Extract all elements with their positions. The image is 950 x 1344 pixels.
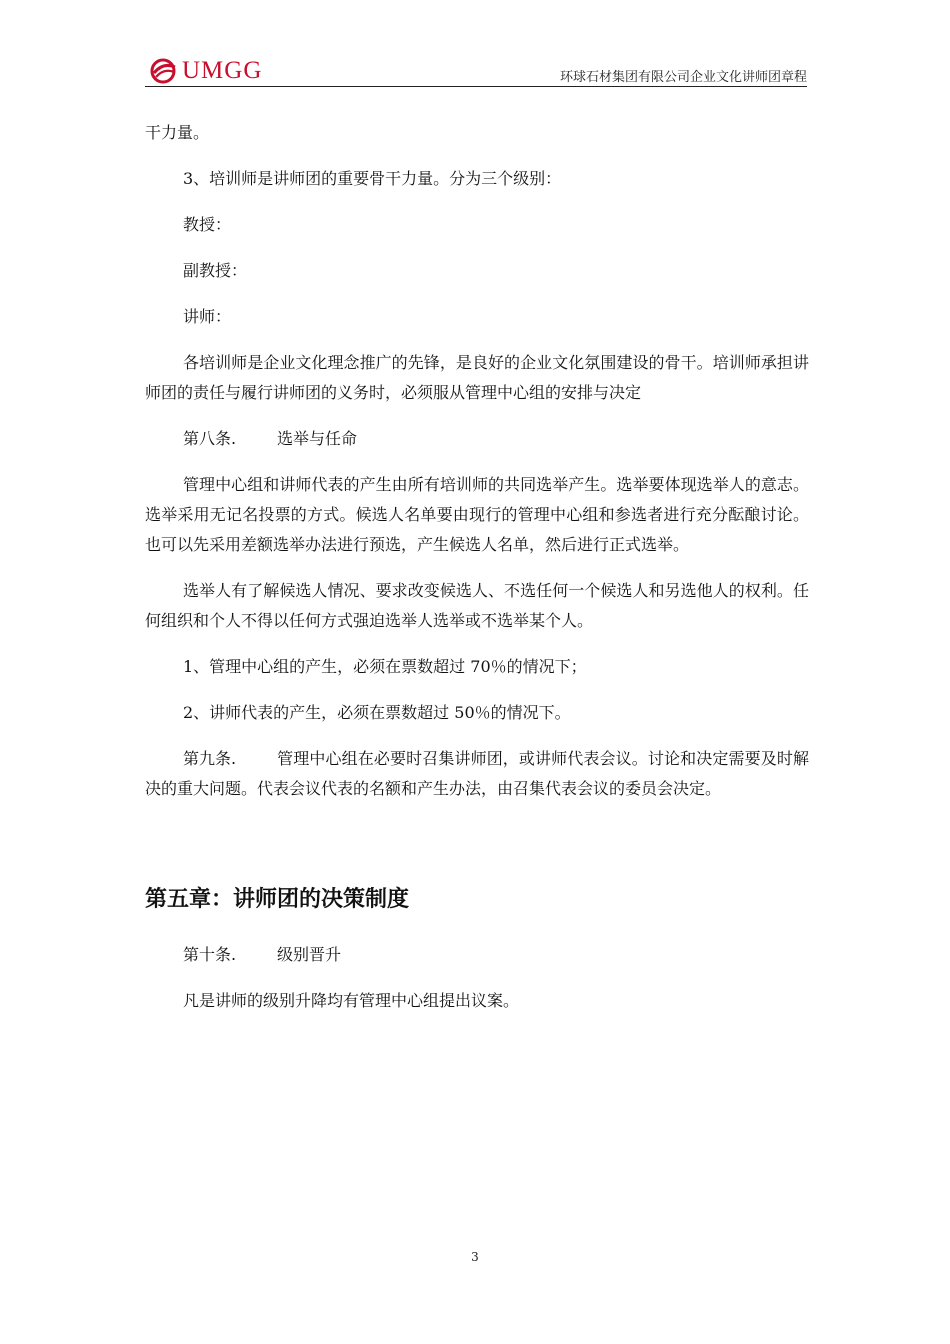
paragraph: 干力量。 xyxy=(145,123,210,142)
page-header xyxy=(145,56,807,87)
paragraph: 各培训师是企业文化理念推广的先锋，是良好的企业文化氛围建设的骨干。培训师承担讲师团的责任与履行讲师团的义务时，必须服从管理中心组的安排与决定 xyxy=(145,353,809,402)
paragraph: 选举人有了解候选人情况、要求改变候选人、不选任何一个候选人和另选他人的权利。任何组织和个人不得以任何方式强迫选举人选举或不选举某个人。 xyxy=(145,581,809,630)
article-heading xyxy=(145,940,809,970)
logo-emblem-icon xyxy=(149,58,179,84)
company-logo xyxy=(149,58,262,84)
paragraph: 管理中心组和讲师代表的产生由所有培训师的共同选举产生。选举要体现选举人的意志。选举采用无记名投票的方式。候选人名单要由现行的管理中心组和参选者进行充分酝酿讨论。也可以先采用差额选举办法进行预选，产生候选人名单，然后进行正式选举。 xyxy=(145,475,809,554)
document-title: 环球石材集团有限公司企业文化讲师团章程 xyxy=(559,70,807,85)
article-number: 第八条. xyxy=(183,429,237,448)
paragraph: 2、讲师代表的产生，必须在票数超过 50％的情况下。 xyxy=(183,703,571,722)
article-text: 管理中心组在必要时召集讲师团，或讲师代表会议。讨论和决定需要及时解决的重大问题。代表会议代表的名额和产生办法，由召集代表会议的委员会决定。 xyxy=(145,749,809,798)
chapter-heading: 第五章：讲师团的决策制度 xyxy=(145,887,410,912)
article-heading xyxy=(145,424,809,454)
paragraph: 3、培训师是讲师团的重要骨干力量。分为三个级别： xyxy=(183,169,562,188)
article-title: 级别晋升 xyxy=(277,945,342,964)
logo-text: UMGG xyxy=(182,57,263,84)
paragraph: 副教授： xyxy=(183,261,248,280)
paragraph: 讲师： xyxy=(183,307,232,326)
paragraph: 教授： xyxy=(183,215,232,234)
page-number: 3 xyxy=(471,1250,479,1264)
article-number: 第十条. xyxy=(183,945,237,964)
article-number: 第九条. xyxy=(183,749,237,768)
paragraph: 凡是讲师的级别升降均有管理中心组提出议案。 xyxy=(183,991,520,1010)
paragraph: 1、管理中心组的产生，必须在票数超过 70％的情况下； xyxy=(183,657,587,676)
page-body xyxy=(145,118,809,1016)
article-title: 选举与任命 xyxy=(277,429,358,448)
article-paragraph xyxy=(145,744,809,804)
